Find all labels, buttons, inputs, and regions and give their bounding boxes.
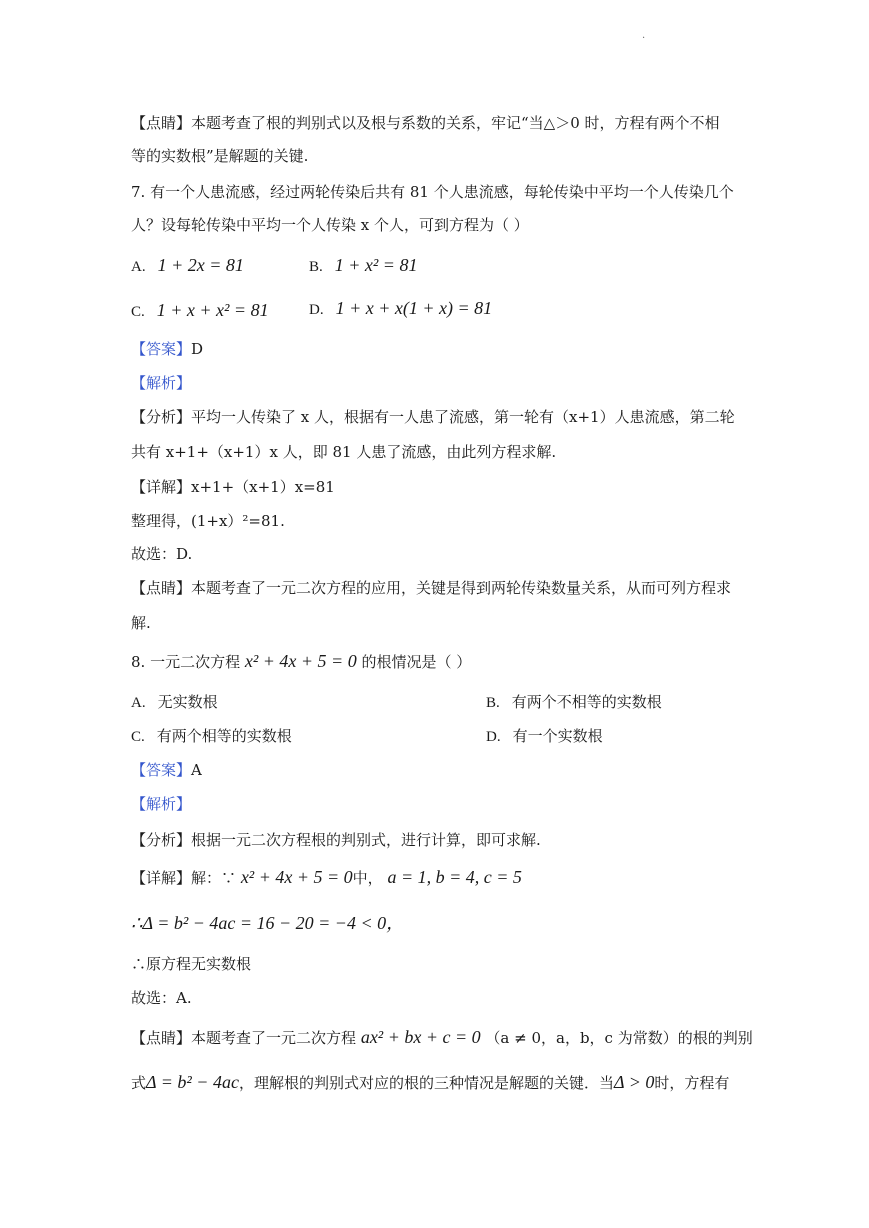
stem-suffix: 的根情况是（ ） xyxy=(361,653,472,671)
option-math: 1 + 2x = 81 xyxy=(157,255,244,275)
q8-option-b xyxy=(486,691,662,714)
q7-comment-line-2: 解. xyxy=(131,614,151,632)
q7-stem-line-2: 人？设每轮传染中平均一个人传染 x 个人，可到方程为（ ） xyxy=(131,216,529,234)
top-mark: . xyxy=(642,30,646,41)
option-math: 1 + x + x(1 + x) = 81 xyxy=(335,298,493,318)
detail-tag: 【详解】 xyxy=(131,478,192,496)
detail-coefficients: a = 1, b = 4, c = 5 xyxy=(387,867,522,887)
q7-option-d xyxy=(309,297,492,321)
detail-mid: 中， xyxy=(352,869,383,887)
q7-option-a xyxy=(131,254,244,278)
option-label: C. xyxy=(131,729,145,745)
q8-comment-line-2 xyxy=(131,1071,729,1094)
q8-option-d xyxy=(486,725,603,748)
q7-step-1: 整理得，(1+x）²=81. xyxy=(131,512,285,530)
comment-delta-positive: Δ > 0 xyxy=(613,1072,655,1092)
comment-tag: 【点睛】 xyxy=(131,114,192,132)
analysis-tag: 【分析】 xyxy=(131,408,192,426)
option-text: 无实数根 xyxy=(157,693,218,711)
option-label: D. xyxy=(486,729,501,745)
option-text: 有两个不相等的实数根 xyxy=(511,693,662,711)
option-text: 有一个实数根 xyxy=(512,727,603,745)
q7-answer xyxy=(131,338,203,360)
q8-analysis xyxy=(131,829,541,851)
analysis-text: 平均一人传染了 x 人，根据有一人患了流感，第一轮有（x+1）人患流感，第二轮 xyxy=(191,408,735,426)
q7-analysis-line-2: 共有 x+1+（x+1）x 人，即 81 人患了流感，由此列方程求解. xyxy=(131,443,557,461)
q7-step-2: 故选：D. xyxy=(131,545,193,563)
q8-detail xyxy=(131,866,522,889)
answer-value: A xyxy=(191,761,202,779)
q7-option-b xyxy=(309,254,417,278)
comment-prefix: 式 xyxy=(131,1074,147,1092)
comment-text: 本题考查了一元二次方程的应用，关键是得到两轮传染数量关系，从而可列方程求 xyxy=(191,579,732,597)
answer-tag: 【答案】 xyxy=(131,340,192,358)
q7-stem-line-1: 7. 有一个人患流感，经过两轮传染后共有 81 个人患流感，每轮传染中平均一个人传染几个 xyxy=(131,183,734,201)
q7-analysis-line-1 xyxy=(131,406,735,428)
detail-prefix: 解：∵ xyxy=(191,869,237,887)
prev-comment-line-1 xyxy=(131,112,720,134)
option-label: B. xyxy=(486,695,500,711)
comment-mid: ，理解根的判别式对应的根的三种情况是解题的关键．当 xyxy=(238,1074,614,1092)
option-label: C. xyxy=(131,304,145,320)
stem-prefix: 8. 一元二次方程 xyxy=(131,653,241,671)
analysis-tag: 【分析】 xyxy=(131,831,192,849)
answer-tag: 【答案】 xyxy=(131,761,192,779)
comment-text: 本题考查了根的判别式以及根与系数的关系，牢记“当△＞0 时，方程有两个不相 xyxy=(191,114,720,132)
q7-option-c xyxy=(131,299,269,323)
option-label: A. xyxy=(131,695,146,711)
comment-suffix: 时，方程有 xyxy=(654,1074,730,1092)
q7-comment-line-1 xyxy=(131,577,731,599)
detail-text: x+1+（x+1）x=81 xyxy=(191,478,335,496)
answer-value: D xyxy=(191,340,204,358)
comment-equation: ax² + bx + c = 0 xyxy=(360,1027,481,1047)
comment-condition: （a ≠ 0，a，b，c 为常数）的根的判别 xyxy=(485,1029,753,1047)
q8-option-c xyxy=(131,725,292,748)
q8-delta-line: ∴Δ = b² − 4ac = 16 − 20 = −4 < 0， xyxy=(131,913,405,933)
option-label: A. xyxy=(131,259,146,275)
q7-jiexi-tag: 【解析】 xyxy=(131,374,192,392)
q8-stem xyxy=(131,650,471,673)
q8-jiexi-tag: 【解析】 xyxy=(131,795,192,813)
option-math: 1 + x² = 81 xyxy=(334,255,418,275)
comment-text: 本题考查了一元二次方程 xyxy=(191,1029,357,1047)
q7-detail xyxy=(131,476,335,498)
detail-equation: x² + 4x + 5 = 0 xyxy=(240,867,353,887)
comment-discriminant: Δ = b² − 4ac xyxy=(146,1072,239,1092)
q8-option-a xyxy=(131,691,218,714)
comment-tag: 【点睛】 xyxy=(131,579,192,597)
comment-tag: 【点睛】 xyxy=(131,1029,192,1047)
q8-choice: 故选：A. xyxy=(131,989,192,1007)
q8-comment-line-1 xyxy=(131,1026,753,1049)
option-text: 有两个相等的实数根 xyxy=(156,727,292,745)
option-math: 1 + x + x² = 81 xyxy=(156,300,269,320)
prev-comment-line-2: 等的实数根”是解题的关键. xyxy=(131,147,309,165)
detail-tag: 【详解】 xyxy=(131,869,192,887)
analysis-text: 根据一元二次方程根的判别式，进行计算，即可求解. xyxy=(191,831,541,849)
q8-conclusion: ∴原方程无实数根 xyxy=(131,955,252,973)
q8-answer xyxy=(131,759,202,781)
stem-math: x² + 4x + 5 = 0 xyxy=(244,651,357,671)
option-label: D. xyxy=(309,302,324,318)
option-label: B. xyxy=(309,259,323,275)
